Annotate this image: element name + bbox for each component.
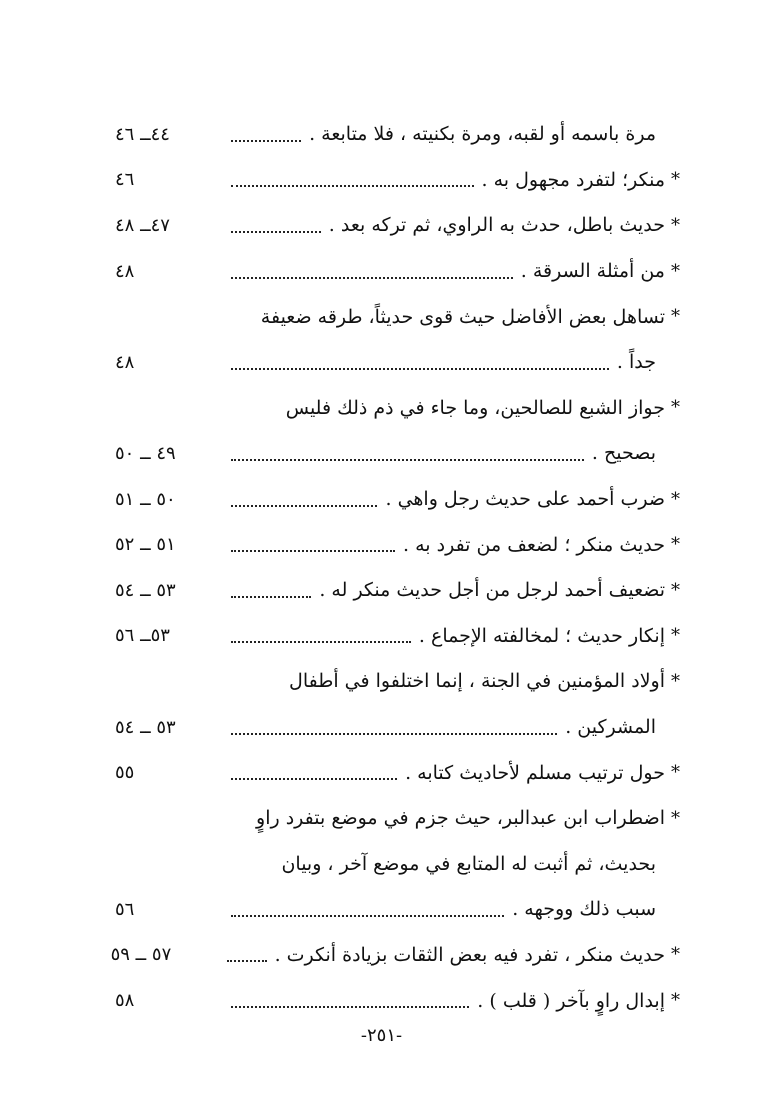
toc-line [115, 705, 680, 751]
toc-page-range: ٤٩ ــ ٥٠ [115, 442, 176, 464]
bullet-asterisk-icon: * [671, 534, 680, 556]
dot-leader [231, 277, 513, 279]
toc-page-range: ٥٧ ــ ٥٩ [110, 944, 172, 966]
toc-line [115, 659, 680, 705]
toc-line [115, 978, 680, 1024]
toc-line [115, 614, 680, 660]
toc-line [115, 750, 680, 796]
bullet-asterisk-icon: * [671, 670, 680, 692]
bullet-asterisk-icon: * [671, 762, 680, 784]
toc-line [115, 522, 680, 568]
toc-entry-text: بصحيح . [591, 442, 656, 465]
dot-leader [231, 368, 609, 370]
toc-entry-text: جواز الشبع للصالحين، وما جاء في ذم ذلك فليس [285, 396, 665, 419]
toc-line [115, 568, 680, 614]
bullet-asterisk-icon: * [671, 625, 680, 647]
toc-page-range: ٤٨ [115, 351, 135, 373]
toc-entry-text: جداً . [616, 351, 656, 374]
dot-leader [231, 915, 504, 917]
toc-page-range: ٤٤ــ ٤٦ [115, 123, 170, 145]
bullet-asterisk-icon: * [671, 579, 680, 601]
toc-entry-text: منكر؛ لتفرد مجهول به . [481, 168, 665, 191]
toc-entry-text: سبب ذلك ووجهه . [512, 898, 656, 921]
toc-line [115, 340, 680, 386]
toc-list [110, 112, 680, 1024]
toc-line [115, 887, 680, 933]
bullet-asterisk-icon: * [671, 306, 680, 328]
toc-page-range: ٥٦ [115, 898, 135, 920]
toc-page-range: ٥٨ [115, 990, 135, 1012]
toc-entry-text: المشركين . [565, 716, 656, 739]
toc-page-range: ٥١ ــ ٥٢ [115, 534, 176, 556]
toc-entry-text: حديث منكر ؛ لضعف من تفرد به . [403, 533, 665, 556]
toc-page-range: ٥٣ــ ٥٦ [115, 625, 170, 647]
bullet-asterisk-icon: * [671, 807, 680, 829]
dot-leader [231, 459, 584, 461]
toc-page-range: ٤٨ [115, 260, 135, 282]
dot-leader [231, 733, 557, 735]
dot-leader [231, 1006, 469, 1008]
bullet-asterisk-icon: * [671, 397, 680, 419]
dot-leader [231, 641, 411, 643]
toc-entry-text: حديث باطل، حدث به الراوي، ثم تركه بعد . [328, 214, 665, 237]
toc-line [115, 842, 680, 888]
toc-line [115, 294, 680, 340]
toc-line [115, 112, 680, 158]
dot-leader [231, 505, 377, 507]
toc-line [115, 249, 680, 295]
toc-entry-text: إنكار حديث ؛ لمخالفته الإجماع . [418, 624, 665, 647]
dot-leader [227, 960, 267, 962]
dot-leader [231, 550, 395, 552]
toc-page-range: ٥٣ ــ ٥٤ [115, 579, 176, 601]
toc-entry-text: ضرب أحمد على حديث رجل واهي . [385, 488, 665, 511]
toc-page-range: ٥٥ [115, 762, 135, 784]
toc-page-range: ٥٠ ــ ٥١ [115, 488, 176, 510]
toc-entry-text: تساهل بعض الأفاضل حيث قوى حديثاً، طرقه ضعيفة [260, 305, 665, 328]
bullet-asterisk-icon: * [671, 488, 680, 510]
toc-entry-text: حول ترتيب مسلم لأحاديث كتابه . [405, 761, 665, 784]
bullet-asterisk-icon: * [671, 169, 680, 191]
toc-entry-text: مرة باسمه أو لقبه، ومرة بكنيته ، فلا متابعة . [309, 123, 656, 146]
toc-entry-text: تضعيف أحمد لرجل من أجل حديث منكر له . [319, 579, 665, 602]
toc-page-range: ٥٣ ــ ٥٤ [115, 716, 176, 738]
toc-entry-text: اضطراب ابن عبدالبر، حيث جزم في موضع بتفرد راوٍ [256, 807, 665, 830]
dot-leader [231, 778, 397, 780]
toc-line [110, 933, 680, 979]
bullet-asterisk-icon: * [671, 990, 680, 1012]
toc-line [115, 203, 680, 249]
toc-entry-text: إبدال راوٍ بآخر ( قلب ) . [477, 989, 665, 1012]
page-number: -٢٥١- [360, 1025, 403, 1046]
toc-line [115, 431, 680, 477]
dot-leader [231, 231, 321, 233]
toc-entry-text: من أمثلة السرقة . [520, 260, 665, 283]
bullet-asterisk-icon: * [671, 944, 680, 966]
dot-leader [231, 140, 301, 142]
toc-page-range: ٤٧ــ ٤٨ [115, 214, 170, 236]
dot-leader [231, 596, 311, 598]
bullet-asterisk-icon: * [671, 214, 680, 236]
toc-entry-text: بحديث، ثم أثبت له المتابع في موضع آخر ، وبيان [281, 852, 656, 875]
toc-entry-text: أولاد المؤمنين في الجنة ، إنما اختلفوا في أطفال [289, 670, 665, 693]
toc-entry-text: حديث منكر ، تفرد فيه بعض الثقات بزيادة أنكرت . [274, 943, 665, 966]
toc-line [115, 158, 680, 204]
dot-leader [231, 185, 474, 187]
toc-line [115, 386, 680, 432]
bullet-asterisk-icon: * [671, 260, 680, 282]
toc-line [115, 796, 680, 842]
toc-page-range: ٤٦ [115, 169, 135, 191]
toc-line [115, 477, 680, 523]
